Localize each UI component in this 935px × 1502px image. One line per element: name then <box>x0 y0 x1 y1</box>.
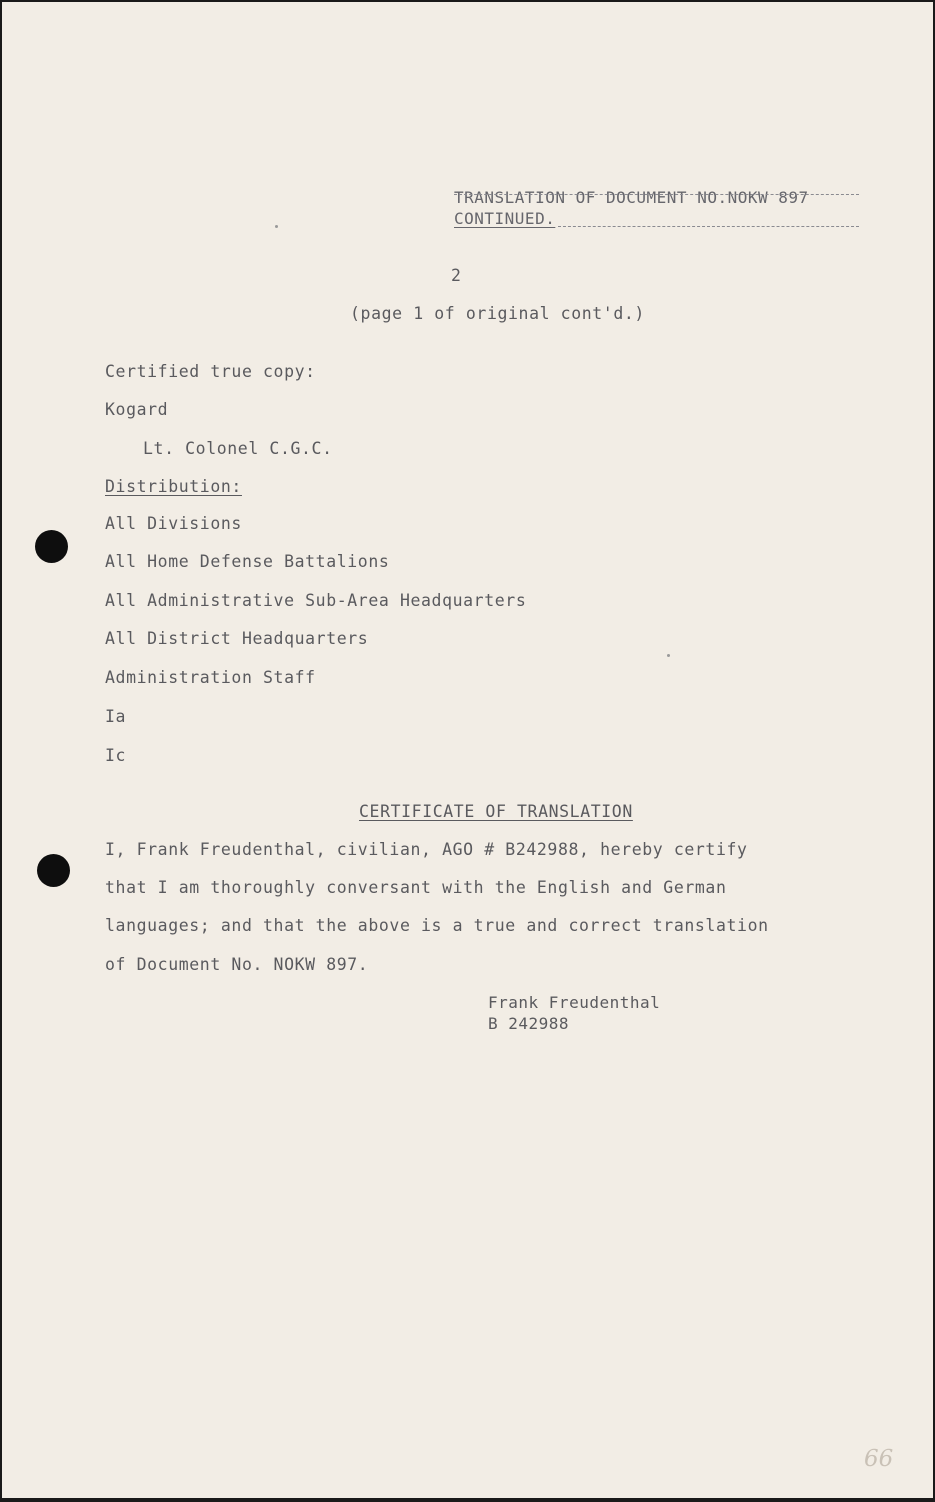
certificate-line: I, Frank Freudenthal, civilian, AGO # B242988, hereby certify <box>105 840 748 859</box>
page-note: (page 1 of original cont'd.) <box>350 304 645 323</box>
distribution-item: All Home Defense Battalions <box>105 552 390 571</box>
distribution-item: Ia <box>105 707 127 726</box>
header-title: TRANSLATION OF DOCUMENT NO.NOKW 897 <box>454 188 809 207</box>
header-underline-rule <box>558 226 859 227</box>
distribution-heading: Distribution: <box>105 477 242 496</box>
distribution-item: All District Headquarters <box>105 629 369 648</box>
header-continued: CONTINUED. <box>454 209 556 228</box>
page-number: 2 <box>451 266 462 285</box>
distribution-item: All Divisions <box>105 514 242 533</box>
certified-label: Certified true copy: <box>105 362 316 381</box>
document-page <box>2 2 933 1498</box>
paper-speck <box>275 225 278 228</box>
certificate-title: CERTIFICATE OF TRANSLATION <box>359 802 633 821</box>
header-strike-rule <box>454 194 859 195</box>
signature-name: Frank Freudenthal <box>488 993 661 1012</box>
certified-signer: Kogard <box>105 400 169 419</box>
folio-number: 66 <box>864 1446 894 1472</box>
distribution-item: Administration Staff <box>105 668 316 687</box>
certificate-line: that I am thoroughly conversant with the English and German <box>105 878 727 897</box>
punch-hole <box>35 530 68 563</box>
certificate-line: of Document No. NOKW 897. <box>105 955 369 974</box>
distribution-item: Ic <box>105 746 127 765</box>
punch-hole <box>37 854 70 887</box>
certificate-line: languages; and that the above is a true and correct translation <box>105 916 769 935</box>
distribution-item: All Administrative Sub-Area Headquarters <box>105 591 527 610</box>
certified-rank: Lt. Colonel C.G.C. <box>143 439 333 458</box>
signature-id: B 242988 <box>488 1014 570 1033</box>
paper-speck <box>667 654 670 657</box>
